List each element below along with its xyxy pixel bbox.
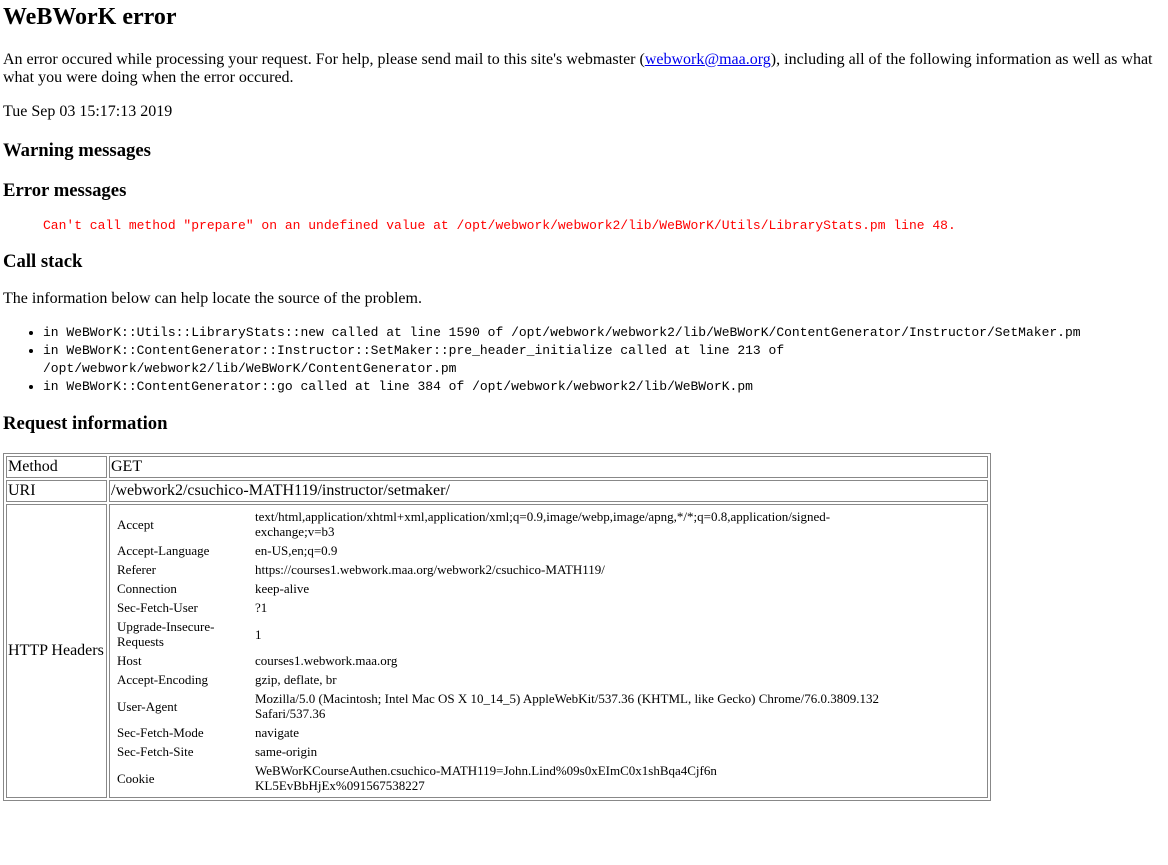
webmaster-email-link[interactable]: webwork@maa.org	[644, 51, 771, 68]
header-value: en-US,en;q=0.9	[255, 543, 338, 558]
header-row	[113, 561, 984, 578]
header-key: Sec-Fetch-Mode	[117, 725, 204, 740]
header-key-text: Upgrade-Insecure-Requests	[117, 619, 215, 649]
header-value-text: WeBWorKCourseAuthen.csuchico-MATH119=John.Lind%09s0xEImC0x1shBqa4Cjf6nKL5EvBbHjEx%091567538227	[255, 763, 717, 793]
header-row	[113, 618, 984, 650]
header-row	[113, 743, 984, 760]
header-value	[251, 762, 984, 794]
request-info-table	[3, 453, 991, 801]
error-message: Can't call method "prepare" on an undefined value at /opt/webwork/webwork2/lib/WeBWorK/Utils/LibraryStats.pm line 48.	[43, 218, 956, 233]
header-row	[113, 580, 984, 597]
request-information-heading: Request information	[3, 413, 168, 434]
header-value: gzip, deflate, br	[255, 672, 337, 687]
header-key: Cookie	[117, 770, 155, 786]
http-headers-table	[111, 506, 986, 796]
header-key: Accept-Language	[117, 543, 210, 558]
call-stack-heading: Call stack	[3, 251, 83, 272]
header-value-text: text/html,application/xhtml+xml,application/xml;q=0.9,image/webp,image/apng,*/*;q=0.8,application/signed-exchange;v=b3	[255, 509, 831, 539]
http-headers-cell	[109, 504, 988, 798]
header-value: https://courses1.webwork.maa.org/webwork2/csuchico-MATH119/	[255, 562, 605, 577]
header-key: Accept	[117, 516, 154, 532]
header-value: 1	[255, 626, 262, 642]
header-row	[113, 652, 984, 669]
header-key: Host	[117, 653, 142, 668]
call-stack-info: The information below can help locate the source of the problem.	[3, 290, 422, 307]
header-value: navigate	[255, 725, 300, 740]
header-key: Referer	[117, 562, 156, 577]
header-row	[113, 724, 984, 741]
table-row	[6, 456, 988, 478]
intro-text-after: ), including all of the following information as well as what what you were doing when the error occured.	[3, 51, 1153, 86]
call-stack-item: • in WeBWorK::Utils::LibraryStats::new called at line 1590 of /opt/webwork/webwork2/lib/WeBWorK/ContentGenerator/Instructor/SetMaker.pm	[43, 324, 1165, 342]
intro-paragraph	[3, 51, 1163, 87]
header-value	[251, 690, 984, 722]
error-page	[0, 3, 1168, 801]
call-stack-item: • in WeBWorK::ContentGenerator::Instructor::SetMaker::pre_header_initialize called at line 213 of /opt/webwork/webwork2/lib/WeBWorK/ContentGenerator.pm	[43, 342, 1165, 378]
warning-messages-heading: Warning messages	[3, 140, 151, 161]
header-value	[251, 508, 984, 540]
page-title: WeBWorK error	[3, 4, 177, 30]
header-row	[113, 508, 984, 540]
header-value: courses1.webwork.maa.org	[255, 653, 398, 668]
error-messages-heading: Error messages	[3, 180, 127, 201]
header-value: same-origin	[255, 744, 318, 759]
header-value: ?1	[255, 600, 268, 615]
table-row	[6, 480, 988, 502]
intro-text-before: An error occured while processing your request. For help, please send mail to this site's webmaster (	[3, 51, 645, 68]
header-key	[113, 618, 249, 650]
call-stack-item: • in WeBWorK::ContentGenerator::go called at line 384 of /opt/webwork/webwork2/lib/WeBWorK.pm	[43, 378, 1165, 396]
error-date: Tue Sep 03 15:17:13 2019	[3, 103, 173, 120]
method-label: Method	[6, 456, 107, 478]
header-row	[113, 542, 984, 559]
method-value: GET	[109, 456, 988, 478]
header-key: Sec-Fetch-User	[117, 600, 198, 615]
header-key: Connection	[117, 581, 177, 596]
header-row	[113, 690, 984, 722]
header-value: keep-alive	[255, 581, 310, 596]
table-row	[6, 504, 988, 798]
call-stack-list	[3, 324, 1165, 396]
header-key: Accept-Encoding	[117, 672, 208, 687]
uri-value: /webwork2/csuchico-MATH119/instructor/setmaker/	[109, 480, 988, 502]
http-headers-label: HTTP Headers	[6, 504, 107, 798]
uri-label: URI	[6, 480, 107, 502]
header-key: User-Agent	[117, 698, 178, 714]
header-key: Sec-Fetch-Site	[117, 744, 194, 759]
header-value-text: Mozilla/5.0 (Macintosh; Intel Mac OS X 10_14_5) AppleWebKit/537.36 (KHTML, like Gecko) Chrome/76.0.3809.132 Safari/537.36	[255, 691, 879, 721]
header-row	[113, 599, 984, 616]
header-row	[113, 762, 984, 794]
header-row	[113, 671, 984, 688]
